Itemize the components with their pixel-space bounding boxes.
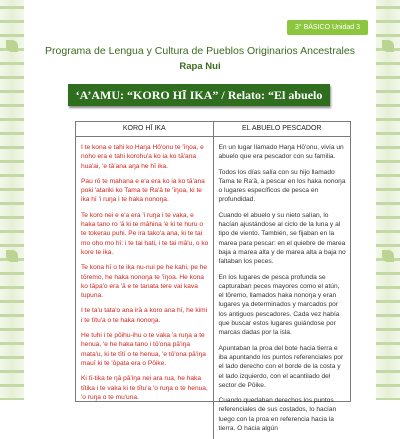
espanol-paragraph: Apuntaban la proa del bote hacia tierra e iba apuntando los puntos referenciales por el lado derecho con el borde de la costa y el lado izquierdo, con el acantilado del sector de Pōike. <box>218 344 344 389</box>
rapa-nui-paragraph: I te kona e tahi ko Haŋa Hō'onu te 'īŋoa, e noho era e tahi korohu'a ko ia ko tā'ana hua'ai, 'e tā'ana aŋa he hī ika. <box>81 144 204 170</box>
espanol-paragraph: En un lugar llamado Haŋa Hō'onu, vivía un abuelo que era pescador con su familia. <box>218 144 344 161</box>
program-title: Programa de Lengua y Cultura de Pueblos Originarios Ancestrales <box>45 45 355 57</box>
rapa-nui-column <box>76 137 213 439</box>
espanol-paragraph: Cuando el abuelo y su nieto salían, lo hacían ajustándose al ciclo de la luna y al tipo de viento. También, se fijaban en la marea para pescar: en el quiebre de marea baja a marea alta y de marea alta a baja no faltaban los peces. <box>218 211 346 266</box>
page-heading <box>30 45 370 72</box>
grade-unit-badge: 3° BÁSICO Unidad 3 <box>287 20 368 35</box>
column-header-rapa-nui: KORO HĪ IKA <box>122 125 166 132</box>
espanol-paragraph: En los lugares de pesca profunda se capturaban peces mayores como el atún, el tōremo, llamados haka nonoŋa y eran lugares ya determinados y marcados por los antiguos pescadores. Cada vez había que buscar estos lugares guiándose por marcas dadas por la isla. <box>218 273 340 337</box>
rapa-nui-paragraph: Ki tī-tika te ŋā pā'iŋa nei ara rua, he haka tītika i te vaka ki te tītu'a 'o ruŋa o te henua, 'o ruŋa o te mu'una. <box>81 375 208 401</box>
rapa-nui-paragraph: He tuhi i te pōihu-ihu o te vaka 'a ruŋa a te henua, 'e he haka tano i tō'ona pā'iŋa mata'u, ki te tītī o te henua, 'e tō'ona pā'iŋa mauī ki te 'ōpata era o Pōike. <box>81 332 206 367</box>
table-body <box>76 137 350 439</box>
espanol-column <box>213 137 351 439</box>
decorative-border-right <box>376 0 400 400</box>
decorative-border-left <box>0 0 24 400</box>
rapa-nui-paragraph: Te kona hī o te ika nu-nui pe he kahi, pe he tōremo, he haka nonoŋa te 'īŋoa. He kona ko tāpa'o era 'ā e te tanata tere vai kava tupuna. <box>81 264 208 300</box>
rapa-nui-paragraph: Te koro nei e e'a era 'i ruŋa i te vaka, e haka tano ro 'ā ki te māhina 'e ki te huru o te tokerau puhi. Pe ira tako'a ana, ki te tai mo oho mo hī: i te tai hati, i te tai mā'u, o ko kore te ika. <box>81 211 209 256</box>
story-title-banner: ‘A’AMU: “KORO HĪ IKA” / Relato: “El abuelo pescador” <box>68 84 330 106</box>
rapa-nui-paragraph: Pau rō te mahana e e'a era ko ia ko tā'ana poki 'atariki ko Tama te Ra'ā te 'īŋoa, ki te ika hī 'i ruŋa i te haka nonoŋa. <box>81 177 205 204</box>
bilingual-text-table <box>75 121 351 433</box>
table-header <box>76 122 350 137</box>
column-header-espanol: EL ABUELO PESCADOR <box>213 122 351 136</box>
program-subtitle: Rapa Nui <box>179 61 221 72</box>
espanol-paragraph: Cuando quedaban derechos los puntos referenciales de sus costados, lo hacían luego con la proa en referencia hacia la tierra. O hacia algún <box>218 397 337 433</box>
espanol-paragraph: Todos los días salía con su hijo llamado Tama te Ra'ā, a pescar en los haka nonoŋa o lugares específicos de pesca en profundidad. <box>218 168 346 204</box>
rapa-nui-paragraph: I te ta'u tata'o ana irā a koro ana hī, he kimi i te tītu'a o te haka nonoŋa. <box>81 307 208 324</box>
